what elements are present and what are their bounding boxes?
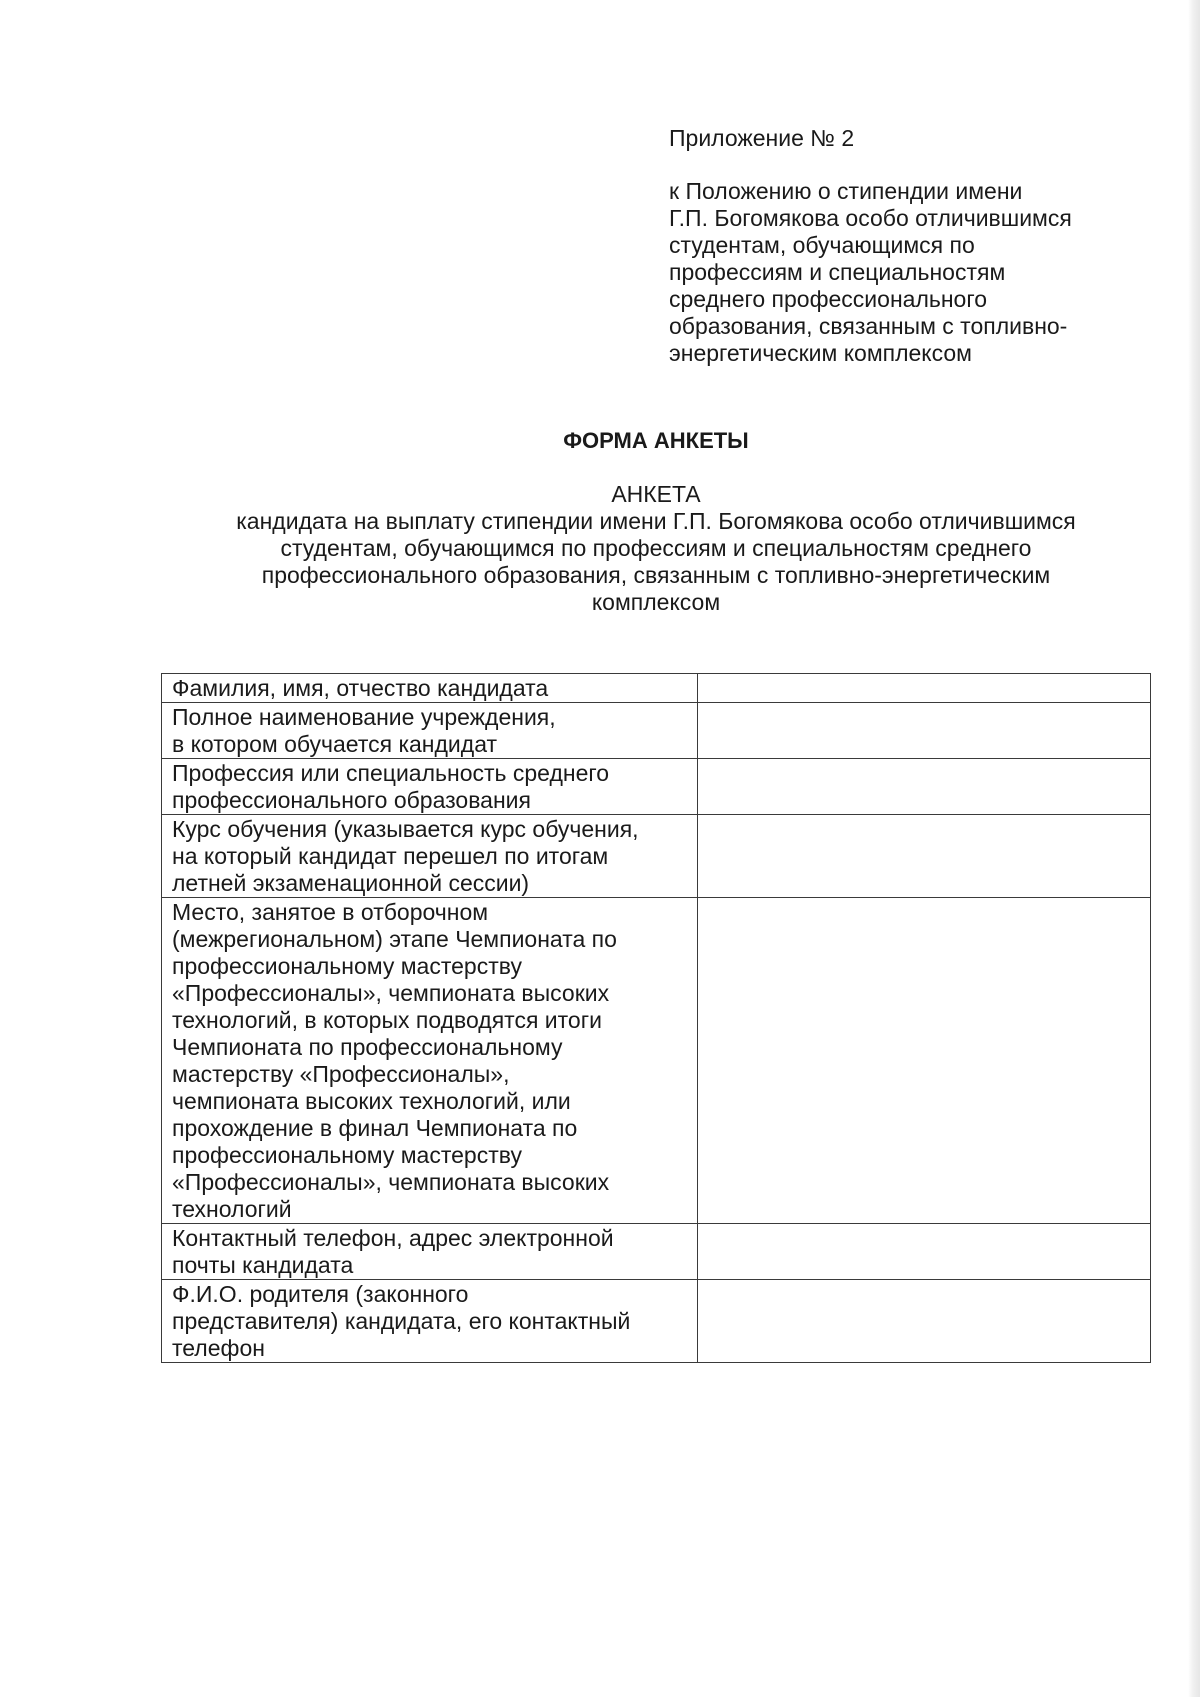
field-label: Контактный телефон, адрес электронной почты кандидата — [162, 1224, 698, 1280]
field-value[interactable] — [698, 759, 1151, 815]
field-label: Фамилия, имя, отчество кандидата — [162, 674, 698, 703]
table-row — [162, 815, 1151, 898]
field-label: Полное наименование учреждения, в котором обучается кандидат — [162, 703, 698, 759]
questionnaire-heading: АНКЕТА — [611, 481, 701, 507]
appendix-reference: к Положению о стипендии имени Г.П. Богомякова особо отличившимся студентам, обучающимся по профессиям и специальностям среднего профессионального образования, связанным с топливно- энергетическим комплексом — [669, 178, 1072, 366]
table-row — [162, 759, 1151, 815]
questionnaire-subheading: кандидата на выплату стипендии имени Г.П. Богомякова особо отличившимся студентам, обучающимся по профессиям и специальностям среднего профессионального образования, связанным с топливно-энергетическим комплексом — [236, 508, 1076, 615]
table-row — [162, 674, 1151, 703]
field-label: Место, занятое в отборочном (межрегиональном) этапе Чемпионата по профессиональному мастерству «Профессионалы», чемпионата высоких технологий, в которых подводятся итоги Чемпионата по профессиональному мастерству «Профессионалы», чемпионата высоких технологий, или прохождение в финал Чемпионата по профессиональному мастерству «Профессионалы», чемпионата высоких технологий — [162, 898, 698, 1224]
field-label: Ф.И.О. родителя (законного представителя) кандидата, его контактный телефон — [162, 1280, 698, 1363]
field-value[interactable] — [698, 1280, 1151, 1363]
appendix-title: Приложение № 2 — [669, 125, 855, 151]
field-label: Профессия или специальность среднего профессионального образования — [162, 759, 698, 815]
field-value[interactable] — [698, 674, 1151, 703]
form-title: ФОРМА АНКЕТЫ — [563, 428, 749, 453]
questionnaire-table — [161, 673, 1151, 1363]
field-label: Курс обучения (указывается курс обучения, на который кандидат перешел по итогам летней экзаменационной сессии) — [162, 815, 698, 898]
table-row — [162, 1224, 1151, 1280]
field-value[interactable] — [698, 898, 1151, 1224]
page-edge-shadow — [1188, 0, 1200, 1697]
table-row — [162, 898, 1151, 1224]
table-row — [162, 1280, 1151, 1363]
table-row — [162, 703, 1151, 759]
field-value[interactable] — [698, 1224, 1151, 1280]
field-value[interactable] — [698, 815, 1151, 898]
appendix-block — [669, 125, 1139, 367]
field-value[interactable] — [698, 703, 1151, 759]
questionnaire-header — [160, 481, 1152, 616]
